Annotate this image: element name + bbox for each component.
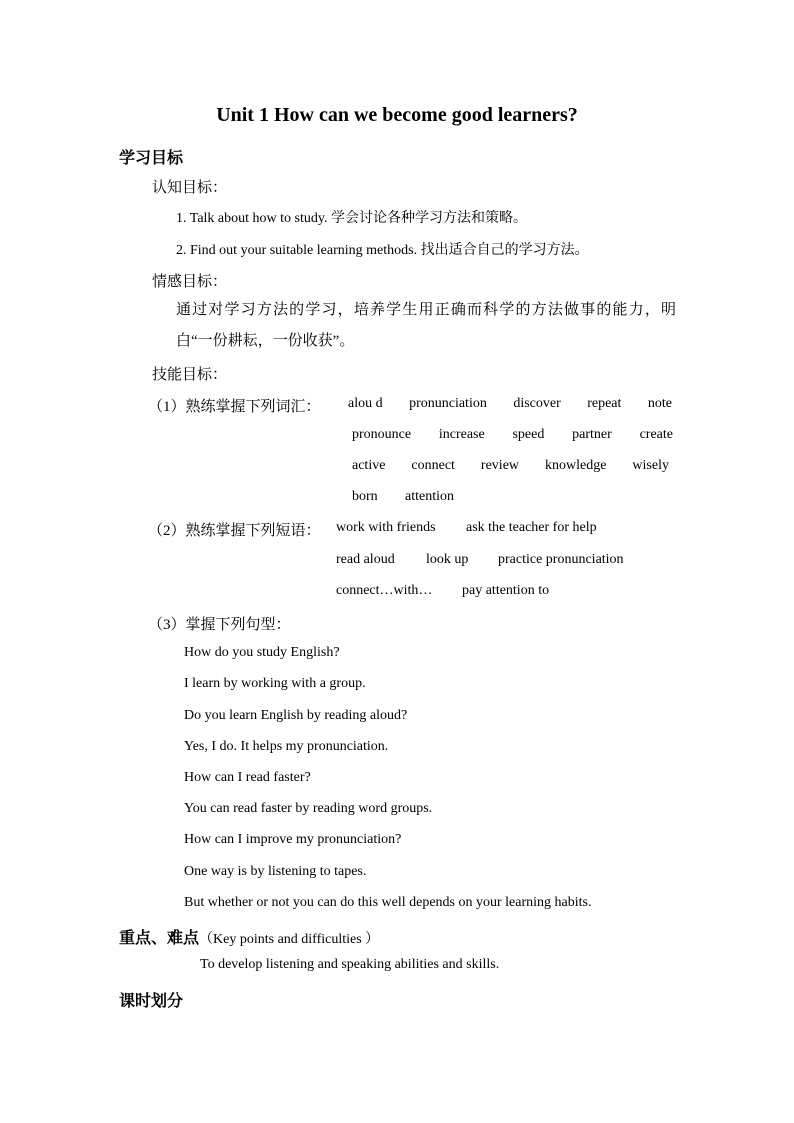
phrase: pay attention to [462, 583, 550, 598]
vocab-word: note [647, 396, 672, 411]
vocab-word: increase [438, 427, 485, 442]
schedule-heading: 课时划分 [119, 993, 184, 1010]
page-title: Unit 1 How can we become good learners? [216, 104, 578, 126]
key-points-text: To develop listening and speaking abilities and skills. [200, 957, 500, 972]
vocab-row [352, 427, 673, 443]
sentence: Do you learn English by reading aloud? [184, 708, 408, 723]
cognitive-item-2: 2. Find out your suitable learning methods. 找出适合自己的学习方法。 [176, 243, 589, 258]
vocab-word: repeat [587, 396, 622, 411]
key-points-note: （Key points and difficulties ） [199, 932, 380, 947]
cognitive-item-1: 1. Talk about how to study. 学会讨论各种学习方法和策略。 [176, 211, 527, 226]
key-points-heading-line [119, 925, 379, 948]
vocab-label: （1）熟练掌握下列词汇： [148, 399, 321, 415]
vocab-word: active [352, 458, 386, 473]
sentence: How can I improve my pronunciation? [184, 832, 402, 847]
sentence: Yes, I do. It helps my pronunciation. [184, 739, 389, 754]
vocab-word: knowledge [545, 458, 607, 473]
sentence: How do you study English? [184, 645, 340, 660]
vocab-word: born [352, 489, 378, 504]
phrases-label: （2）熟练掌握下列短语： [148, 523, 321, 539]
vocab-word: wisely [632, 458, 669, 473]
vocab-word: create [639, 427, 673, 442]
vocab-row [352, 458, 669, 474]
phrase: ask the teacher for help [466, 520, 597, 535]
phrase: look up [426, 552, 469, 567]
vocab-word: discover [513, 396, 561, 411]
sentence: I learn by working with a group. [184, 676, 366, 691]
vocab-word: connect [411, 458, 455, 473]
objectives-heading: 学习目标 [119, 150, 184, 167]
phrase: connect…with… [336, 583, 433, 598]
vocab-word: pronunciation [409, 396, 487, 411]
sentence: You can read faster by reading word groups. [184, 801, 433, 816]
key-points-heading: 重点、难点 [119, 930, 200, 947]
vocab-word: alou d [348, 396, 383, 411]
cognitive-objectives-heading: 认知目标： [152, 180, 228, 196]
phrase: read aloud [336, 552, 395, 567]
vocab-word: partner [572, 427, 612, 442]
vocab-word: attention [405, 489, 454, 504]
vocab-word: pronounce [352, 427, 412, 442]
phrase: practice pronunciation [498, 552, 624, 567]
vocab-word: review [480, 458, 520, 473]
sentence: But whether or not you can do this well depends on your learning habits. [184, 895, 592, 910]
emotional-objectives-heading: 情感目标： [152, 274, 228, 290]
vocab-word: speed [512, 427, 545, 442]
sentence: One way is by listening to tapes. [184, 864, 367, 879]
phrase: work with friends [336, 520, 436, 535]
emotional-objectives-text: 通过对学习方法的学习，培养学生用正确而科学的方法做事的能力，明白“一份耕耘，一份收获”。 [176, 302, 676, 349]
vocab-row [348, 396, 672, 412]
sentence: How can I read faster? [184, 770, 311, 785]
skill-objectives-heading: 技能目标： [152, 367, 228, 383]
sentences-label: （3）掌握下列句型： [148, 617, 291, 633]
